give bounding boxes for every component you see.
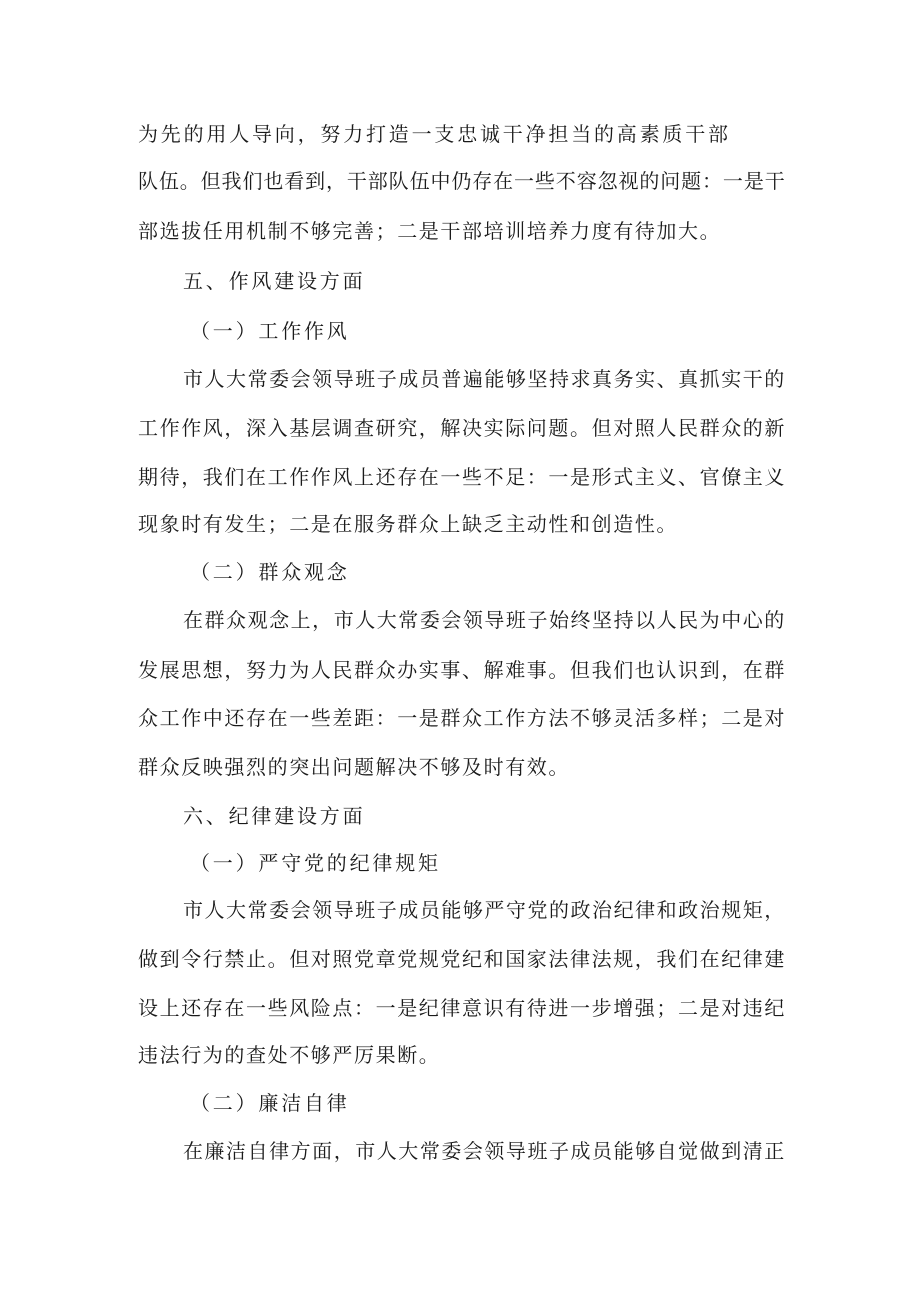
body-text-line: 发展思想，努力为人民群众办实事、解难事。但我们也认识到，在群 [138,658,786,682]
section-heading: 五、作风建设方面 [183,269,366,293]
subsection-heading: （一）工作作风 [190,319,350,343]
body-text-line: 众工作中还存在一些差距：一是群众工作方法不够灵活多样；二是对 [138,706,786,730]
body-text-line: 部选拔任用机制不够完善；二是干部培训培养力度有待加大。 [138,219,722,243]
section-heading: 六、纪律建设方面 [183,804,366,828]
subsection-heading: （二）廉洁自律 [190,1091,350,1115]
body-text-line: 现象时有发生；二是在服务群众上缺乏主动性和创造性。 [138,512,678,536]
body-text-line: 设上还存在一些风险点：一是纪律意识有待进一步增强；二是对违纪 [138,996,786,1020]
paragraph-first-line: 在廉洁自律方面，市人大常委会领导班子成员能够自觉做到清正 [183,1139,786,1163]
body-text-line: 做到令行禁止。但对照党章党规党纪和国家法律法规，我们在纪律建 [138,947,786,971]
body-text-line: 工作作风，深入基层调查研究，解决实际问题。但对照人民群众的新 [138,416,786,440]
paragraph-first-line: 市人大常委会领导班子成员能够严守党的政治纪律和政治规矩， [183,898,786,922]
body-text-line: 为先的用人导向，努力打造一支忠诚干净担当的高素质干部 [138,122,731,146]
subsection-heading: （一）严守党的纪律规矩 [190,851,441,875]
body-text-line: 队伍。但我们也看到，干部队伍中仍存在一些不容忽视的问题：一是干 [138,169,786,193]
body-text-line: 违法行为的查处不够严厉果断。 [138,1043,441,1067]
body-text-line: 期待，我们在工作作风上还存在一些不足：一是形式主义、官僚主义 [138,465,786,489]
subsection-heading: （二）群众观念 [190,560,350,584]
paragraph-first-line: 在群众观念上，市人大常委会领导班子始终坚持以人民为中心的 [183,608,786,632]
paragraph-first-line: 市人大常委会领导班子成员普遍能够坚持求真务实、真抓实干的 [183,367,786,391]
body-text-line: 群众反映强烈的突出问题解决不够及时有效。 [138,755,570,779]
